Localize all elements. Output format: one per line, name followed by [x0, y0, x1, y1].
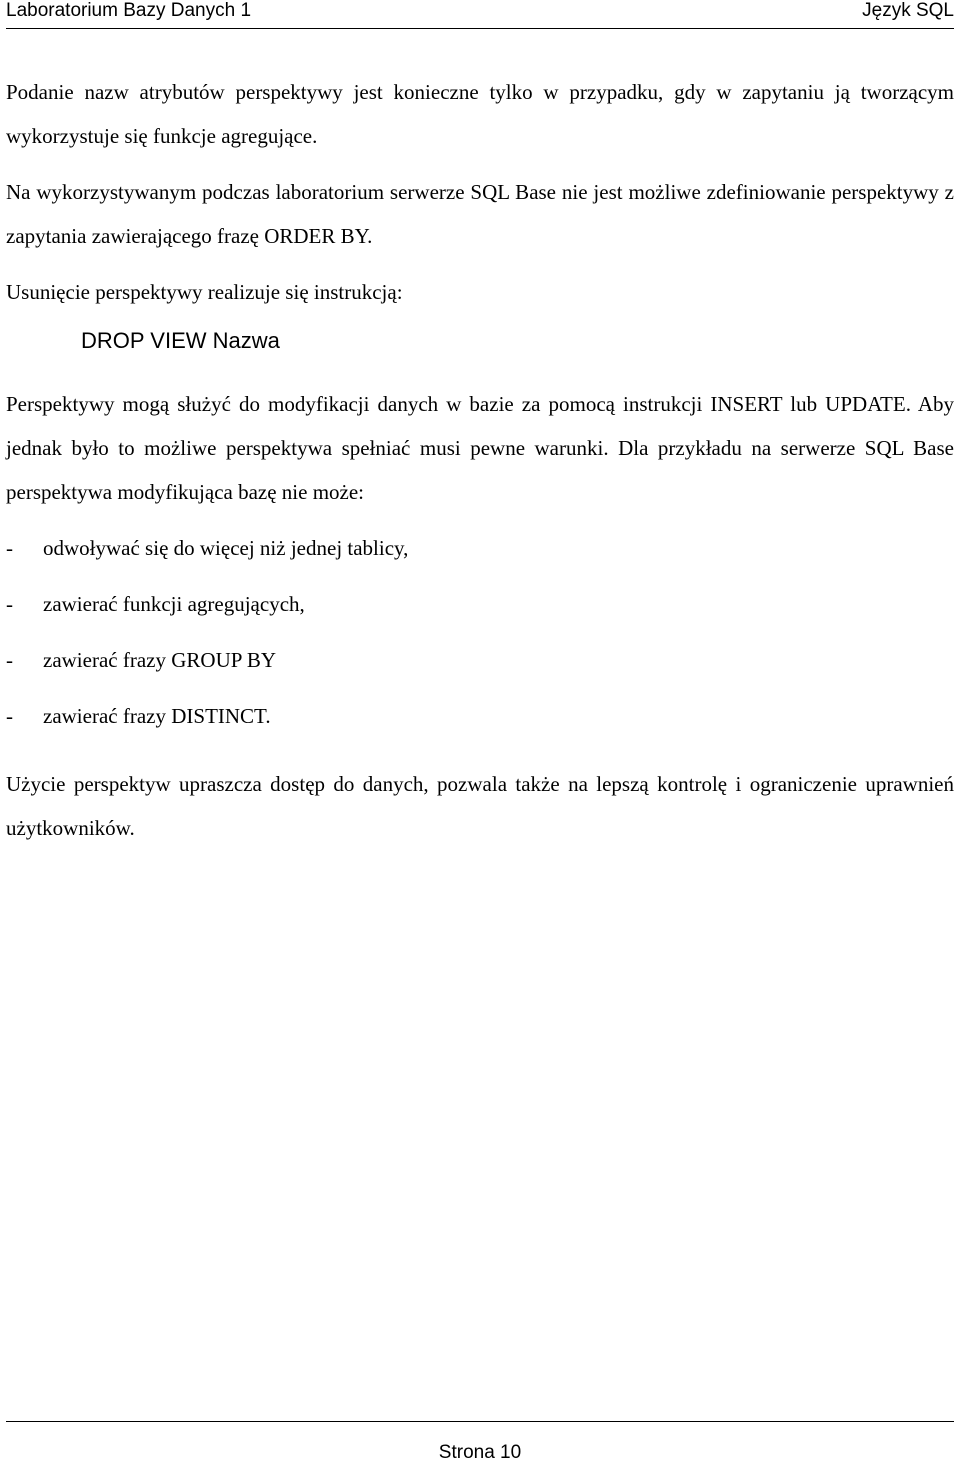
document-body [6, 70, 954, 862]
paragraph-drop-view-intro: Usunięcie perspektywy realizuje się instrukcją: [6, 280, 403, 304]
list-item-text: zawierać funkcji agregujących, [43, 592, 305, 616]
list-item [6, 638, 954, 694]
list-dash: - [6, 592, 13, 616]
restrictions-list [6, 526, 954, 750]
paragraph-order-by-note: Na wykorzystywanym podczas laboratorium serwerze SQL Base nie jest możliwe zdefiniowanie perspektywy z zapytania zawierającego frazę ORDER BY. [6, 180, 954, 248]
page-number: Strona 10 [438, 1442, 522, 1463]
header-subject: Język SQL [862, 0, 954, 21]
list-item [6, 694, 954, 750]
list-item-text: zawierać frazy GROUP BY [43, 648, 277, 672]
list-item-text: odwoływać się do więcej niż jednej tablicy, [43, 536, 409, 560]
list-dash: - [6, 648, 13, 672]
header-title: Laboratorium Bazy Danych 1 [6, 0, 252, 21]
list-item-text: zawierać frazy DISTINCT. [43, 704, 271, 728]
paragraph-benefits: Użycie perspektyw upraszcza dostęp do danych, pozwala także na lepszą kontrolę i ograniczenie uprawnień użytkowników. [6, 772, 954, 840]
page-footer [6, 1421, 954, 1464]
list-item [6, 582, 954, 638]
page-header [6, 0, 954, 29]
list-dash: - [6, 536, 13, 560]
list-item [6, 526, 954, 582]
code-drop-view: DROP VIEW Nazwa [81, 328, 280, 353]
list-dash: - [6, 704, 13, 728]
paragraph-attribute-names: Podanie nazw atrybutów perspektywy jest konieczne tylko w przypadku, gdy w zapytaniu ją tworzącym wykorzystuje się funkcje agregujące. [6, 80, 954, 148]
paragraph-modification-rules: Perspektywy mogą służyć do modyfikacji danych w bazie za pomocą instrukcji INSERT lub UPDATE. Aby jednak było to możliwe perspektywa spełniać musi pewne warunki. Dla przykładu na serwerze SQL Base perspektywa modyfikująca bazę nie może: [6, 392, 954, 504]
